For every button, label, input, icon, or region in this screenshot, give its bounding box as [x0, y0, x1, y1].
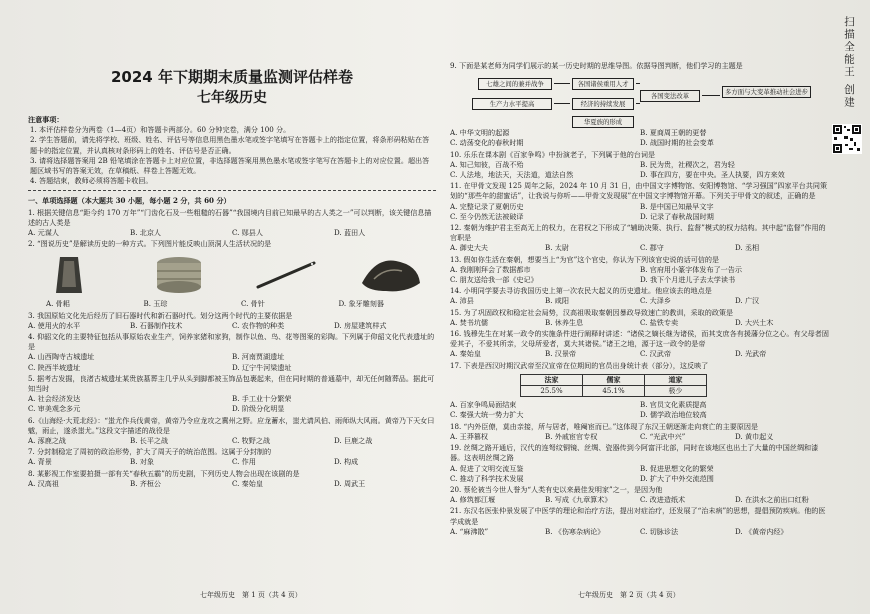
option: C. 陕西半坡遗址 [28, 362, 81, 372]
option: D. 扩大了中外交流范围 [640, 473, 714, 483]
option: D. 《黄帝内经》 [735, 526, 788, 536]
option: B. 外戚宦官专权 [545, 431, 598, 441]
ivory-carving-icon [356, 253, 426, 297]
exam-subtitle: 七年级历史 [197, 90, 267, 106]
mind-map-arrow [554, 103, 570, 104]
question-options [450, 296, 830, 306]
question-options [450, 202, 830, 222]
option: D. 事在四方，要在中央。圣人执要，四方来效 [640, 170, 785, 180]
option: C. 汉武帝 [640, 349, 671, 359]
question-stem: 10. 乐乐在课本剧《百家争鸣》中扮演老子，下列属于他的台词是 [450, 149, 656, 159]
question-stem: 11. 在甲骨文发现 125 周年之际，2024 年 10 月 31 日，由中国文字博物馆、安阳博物馆、“学习强国”四家平台共同策划的“那些年的甜蜜话”，让我说与你听——甲骨文发现展”在中国文字博物馆开幕。下列关于甲骨文的叙述，正确的是 [450, 181, 828, 201]
question-stem: 21. 东汉名医张仲景发展了中医学的理论和治疗方法，提出对症治疗，还发展了“治未病”的思想，提倡预防疾病。他的医学成就是 [450, 506, 826, 526]
option: B. 《伤寒杂病论》 [545, 526, 605, 536]
mind-map-arrow [636, 83, 640, 84]
question-options [450, 243, 830, 253]
option: B. 对象 [130, 457, 154, 467]
q2-images [28, 249, 436, 309]
option: D. 我下个月进儿子去太学读书 [640, 275, 736, 285]
question-stem: 14. 小明同学要去寻访我国历史上第一次农民大起义的历史遗址。他应该去的地点是 [450, 286, 712, 296]
option: A. 沛县 [450, 296, 474, 306]
question-options [28, 436, 436, 446]
option: A. 背景 [28, 457, 52, 467]
mind-map-arrow [554, 83, 570, 84]
mind-map-node: 各国变法改革 [640, 90, 700, 102]
option: D. 房屋建筑样式 [334, 320, 387, 330]
option: D. 在洪水之前出口红粉 [735, 495, 809, 505]
option: C. 盐铁专卖 [640, 317, 679, 327]
question-stem: 12. 秦朝为维护君主至高无上的权力，在君权之下形成了“辅助决策、执行、监督”模式的权力结构。其中起“监督”作用的官职是 [450, 223, 826, 243]
option: B. 北京人 [130, 228, 162, 238]
left-question-list [28, 208, 436, 489]
option: C. 改进造纸术 [640, 495, 686, 505]
right-page [450, 0, 830, 614]
option: A. 汉高祖 [28, 478, 59, 488]
divider [28, 190, 436, 191]
option: B. 官员文化素质提高 [640, 400, 707, 410]
question-stem: 8. 某影视工作室要拍摄一部有关“春秋五霸”的历史剧，下列历史人物会出现在该剧的是 [28, 468, 300, 478]
question-stem: 7. 分封制稳定了周初的政治形势，扩大了周天子的统治范围。这属于分封制的 [28, 447, 272, 457]
question-stem: 18. “内外臣僚，莫由亲接，所与居者，唯阉宦而已。”这体现了东汉王朝逐渐走向衰亡的主要原因是 [450, 421, 759, 431]
option: A. 完整记录了夏朝历史 [450, 201, 524, 211]
notice-list [28, 125, 436, 186]
question-stem: 19. 丝绸之路开通后，汉代的连弩纹铜镜、丝绸、瓷器传到今阿富汗北部，同时在该地区也出土了大量的中国丝绸和漆器。这表明丝绸之路 [450, 443, 819, 463]
option: C. 动荡变化的春秋时期 [450, 138, 524, 148]
option: A. 秦始皇 [450, 349, 481, 359]
table-row [521, 386, 707, 397]
option: A. 修筑都江堰 [450, 495, 496, 505]
option: C. “光武中兴” [640, 431, 686, 441]
mind-map-node: 多方面与大变革推动社会进步 [722, 86, 811, 98]
option: B. 夏商周王朝的更替 [640, 128, 707, 138]
question-options [450, 432, 830, 442]
option: C. 推动了科学技术发展 [450, 473, 524, 483]
option: B. 长平之战 [130, 436, 169, 446]
option: C. 至今仍然无法被破译 [450, 211, 524, 221]
option: C. 秦强大统一势力扩大 [450, 410, 524, 420]
image-caption: C. 骨针 [241, 299, 265, 309]
question-stem: 17. 下表是西汉时期汉武帝至汉宣帝在位期间的官员出身统计表（部分），这反映了 [450, 360, 709, 370]
table-header-cell: 儒家 [583, 374, 645, 385]
option: D. 丞相 [735, 243, 760, 253]
option: A. 使用火的水平 [28, 320, 81, 330]
option: D. 儒学政治地位较高 [640, 410, 707, 420]
table-cell: 45.1% [583, 386, 645, 397]
option: C. 秦始皇 [232, 478, 263, 488]
mind-map-node: 生产力水平提高 [472, 98, 552, 110]
image-caption: A. 骨耜 [46, 299, 70, 309]
question-options [28, 321, 436, 331]
mind-map-node: 经济的持续发展 [572, 98, 634, 110]
option: A. 焚书坑儒 [450, 317, 489, 327]
option: A. 促进了文明交流互鉴 [450, 463, 524, 473]
question-options [450, 318, 830, 328]
scanner-watermark-text: 扫描全能王 创建 [843, 16, 855, 109]
option: B. 促进思想文化的繁荣 [640, 463, 714, 473]
option: A. 百家争鸣局面结束 [450, 400, 517, 410]
question-options [450, 400, 830, 420]
option: D. 记录了春秋战国时期 [640, 211, 714, 221]
option: C. 作用 [232, 457, 256, 467]
notice-item: 1. 本评估样卷分为两卷（1—4页）和答题卡两部分。60 分钟完卷，满分 100 分。 [30, 125, 291, 135]
mind-map-node: 各国诸侯重用人才 [572, 78, 634, 90]
notice-item: 3. 请将选择题答案用 2B 铅笔填涂在答题卡上对应位置，非选择题答案用黑色墨水笔或签字笔写在答题卡上的对应位置。超出答题区域书写的答案无效，在草稿纸、样卷上答题无效。 [30, 155, 430, 176]
page-footer-left: 七年级历史 第 1 页（共 4 页） [200, 591, 302, 599]
option: A. 王莽篡权 [450, 431, 489, 441]
option: A. 知己知彼，百战不殆 [450, 159, 524, 169]
option: D. 光武帝 [735, 349, 767, 359]
option: D. 战国时期的社会变革 [640, 138, 714, 148]
left-page [28, 0, 436, 614]
question-options [28, 457, 436, 467]
qr-code-icon [832, 124, 862, 154]
notice-item: 2. 学生答题前，请先将学校、班级、姓名、评估号等信息用黑色墨水笔或签字笔填写在答题卡上的指定位置，将条形码粘贴在答题卡的指定位置，并认真核对条形码上的姓名、评估号是否正确。 [30, 135, 430, 155]
question-stem: 2. “图说历史”是解读历史的一种方式。下列图片能反映山顶洞人生活状况的是 [28, 239, 272, 249]
table-header-cell: 法家 [521, 374, 583, 385]
bone-needle-icon [250, 253, 320, 297]
section-heading: 一、单项选择题（本大题共 30 小题，每小题 2 分，共 60 分） [28, 196, 231, 206]
option: B. 休养生息 [545, 317, 584, 327]
option: D. 周武王 [334, 478, 366, 488]
question-stem: 4. 仰韶文化的主要特征包括从事原始农业生产，饲养家猪和家狗，制作以鱼、鸟、花等图案的彩陶。下列属于仰韶文化代表遗址的是 [28, 332, 435, 352]
jade-cong-icon [144, 253, 214, 297]
question-options [450, 527, 830, 537]
option: B. 石器制作技术 [130, 320, 183, 330]
option: C. 人法地，地法天，天法道，道法自然 [450, 170, 574, 180]
option: A. 御史大夫 [450, 243, 489, 253]
question-options [28, 394, 436, 414]
option: C. 农作物的种类 [232, 320, 285, 330]
q2-image-labels [28, 299, 436, 309]
q2-image-row [28, 249, 436, 299]
question-options [450, 160, 830, 180]
question-options [28, 479, 436, 489]
option: B. 咸阳 [545, 296, 569, 306]
question-stem: 1. 根据关键信息“距今约 170 万年”“门齿化石及一些粗糙的石器”“我国境内目前已知最早的古人类之一”可以判断，该关键信息描述的古人类是 [28, 207, 432, 227]
option: B. 写成《九章算术》 [545, 495, 612, 505]
question-options [450, 495, 830, 505]
option: C. 审美观念多元 [28, 404, 81, 414]
question-stem: 16. 钱穆先生在对某一政令的实施条件进行阐释时讲述：“诸侯之嫡长继为诸侯，而其支庶各有援藩分位之心。有父母者固爱其子，不爱其所亲，父母所爱者，莫大其诸侯。”诸王之地，源于这一政令的是帝 [450, 329, 829, 349]
mind-map-arrow [702, 95, 720, 96]
right-question-list [450, 61, 830, 537]
question-stem: 13. 假如你生活在秦朝，想要当上“为官”这个官史，你认为下列该官史说的话可信的是 [450, 254, 720, 264]
mind-map-arrow [636, 103, 640, 104]
question-stem: 3. 我国原始文化先后经历了旧石器时代和新石器时代。划分这两个时代的主要依据是 [28, 310, 293, 320]
option: D. 大兴土木 [735, 317, 774, 327]
option: A. 社会经济发达 [28, 394, 81, 404]
option: B. 汉景帝 [545, 349, 577, 359]
option: A. 山西陶寺古城遗址 [28, 352, 95, 362]
question-stem: 20. 蔡伦被当今世人誉为“人类有史以来最佳发明家”之一，是因为他 [450, 484, 663, 494]
option: B. 太尉 [545, 243, 569, 253]
option: D. 构成 [334, 457, 359, 467]
image-caption: B. 玉琮 [143, 299, 168, 309]
table-header-cell: 道家 [645, 374, 707, 385]
option: B. 是中国已知最早文字 [640, 201, 714, 211]
option: D. 辽宁牛河梁遗址 [232, 362, 292, 372]
option: A. 元谋人 [28, 228, 59, 238]
option: C. 郡守 [640, 243, 664, 253]
mind-map-node: 华夏族的形成 [572, 116, 634, 128]
option: C. 切脉诊法 [640, 526, 679, 536]
notice-heading: 注意事项： [28, 115, 64, 124]
option: A. 中华文明的起源 [450, 128, 510, 138]
option: D. 阶级分化明显 [232, 404, 285, 414]
question-stem: 6.《山海经·大荒北经》：“蚩尤作兵伐黄帝，黄帝乃令应龙攻之冀州之野。应龙蓄水，蚩尤请风伯、雨师纵大风雨。黄帝乃下天女曰魃，雨止，遂杀蚩尤。”这段文字描述的战役是 [28, 415, 435, 435]
bone-spade-icon [38, 253, 108, 297]
question-options [450, 265, 830, 285]
option: C. 朋友送给我一部《史记》 [450, 275, 538, 285]
image-caption: D. 象牙雕刻器 [338, 299, 384, 309]
option: B. 河南贾湖遗址 [232, 352, 285, 362]
question-options [28, 352, 436, 372]
table-cell: 25.5% [521, 386, 583, 397]
question-stem: 9. 下面是某老师为同学们展示的某一历史时期的思维导图。依据导图判断，他们学习的主题是 [450, 61, 743, 70]
official-origin-table [520, 374, 707, 397]
option: A. 我刚刚拜会了数据都市 [450, 264, 531, 274]
option: D. 蓝田人 [334, 228, 366, 238]
question-options [28, 228, 436, 238]
question-options [450, 128, 830, 148]
question-options [450, 349, 830, 359]
option: C. 大泽乡 [640, 296, 671, 306]
exam-title: 2024 年下期期末质量监测评估样卷 [111, 68, 353, 86]
mind-map [450, 74, 830, 126]
option: A. “麻沸散” [450, 526, 489, 536]
option: D. 巨鹿之战 [334, 436, 373, 446]
table-cell: 极少 [645, 386, 707, 397]
question-stem: 5. 据考古发掘，良渚古城遗址某贵族墓葬主几乎从头到脚都被玉饰品包裹起来，但在同时期的普通墓中，却无任何随葬品。据此可知当时 [28, 373, 435, 394]
option: B. 民为贵，社稷次之，君为轻 [640, 159, 735, 169]
option: D. 广汉 [735, 296, 760, 306]
option: C. 牧野之战 [232, 436, 271, 446]
option: A. 涿鹿之战 [28, 436, 67, 446]
page-footer-right: 七年级历史 第 2 页（共 4 页） [578, 591, 680, 599]
option: B. 齐桓公 [130, 478, 162, 488]
option: C. 郧县人 [232, 228, 263, 238]
option: B. 手工业十分繁荣 [232, 394, 292, 404]
mind-map-node: 七雄之间的兼并战争 [478, 78, 552, 90]
question-options [450, 464, 830, 484]
option: D. 黄巾起义 [735, 431, 774, 441]
table-header-row [521, 374, 707, 385]
notice-item: 4. 答题结束，教师必须将答题卡收回。 [30, 176, 153, 186]
question-stem: 15. 为了巩固政权和稳定社会局势，汉高祖吸取秦朝因暴政导致速亡的教训，采取的政策是 [450, 307, 734, 317]
option: B. 官府用小篆字体发布了一告示 [640, 264, 742, 274]
